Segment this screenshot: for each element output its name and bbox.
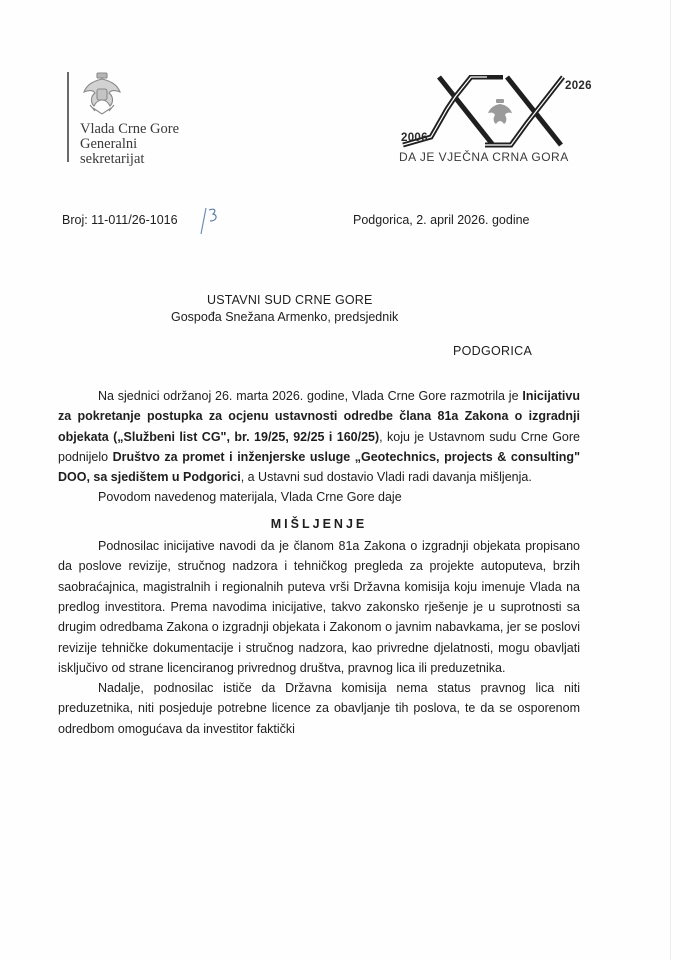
sender-letterhead xyxy=(67,70,257,170)
addressee-person: Gospođa Snežana Armenko, predsjednik xyxy=(171,310,399,324)
addressee-institution: USTAVNI SUD CRNE GORE xyxy=(207,293,373,307)
opinion-paragraph-2: Nadalje, podnosilac ističe da Državna komisija nema status pravnog lica niti preduzetnika, niti posjeduje potrebne licence za obavljanje tih poslova, te da se osporenom odredbom omogućava da investitor faktički xyxy=(58,681,580,736)
addressee-city: PODGORICA xyxy=(453,344,533,358)
reference-number: Broj: 11-011/26-1016 xyxy=(62,213,178,227)
intro-paragraph xyxy=(58,386,580,487)
intro-text-1: Na sjednici održanoj 26. marta 2026. godine, Vlada Crne Gore razmotrila je xyxy=(98,389,523,403)
sender-line-2: Generalni xyxy=(80,136,138,152)
jubilee-motto: DA JE VJEČNA CRNA GORA xyxy=(399,150,569,164)
intro-text-3: , a Ustavni sud dostavio Vladi radi davanja mišljenja. xyxy=(240,470,532,485)
opinion-paragraph-1: Podnosilac inicijative navodi da je članom 81a Zakona o izgradnji objekata propisano da poslove revizije, stručnog nadzora i tehničkog pregleda za projekte autoputeva, brzih saobraćajnica, magistralnih i regionalnih puteva vrši Državna komisija koju imenuje Vlada na predlog investitora. Prema navodima inicijative, takvo zakonsko rješenje je u suprotnosti sa drugim odredbama Zakona o izgradnji objekata i Zakonom o javnim nabavkama, jer se poslovi revizije tehničke dokumentacije i stručnog nadzora, kao privredne djelatnosti, mogu obavljati isključivo od strane licenciranog privrednog društva, pravnog lica ili preduzetnika. xyxy=(58,539,580,675)
intro-text-2: , koju je Ustavnom sudu Crne Gore podnijelo xyxy=(58,429,580,464)
letterhead-divider xyxy=(67,72,69,162)
place-and-date: Podgorica, 2. april 2026. godine xyxy=(353,213,530,227)
intro-submitter: Društvo za promet i inženjerske usluge „Geotechnics, projects & consulting" DOO, sa sjedištem u Podgorici xyxy=(58,449,580,485)
intro-paragraph-2: Povodom navedenog materijala, Vlada Crne Gore daje xyxy=(98,490,402,505)
scan-edge xyxy=(670,0,671,960)
jubilee-logo xyxy=(395,75,610,167)
opinion-heading: MIŠLJENJE xyxy=(270,516,368,531)
jubilee-year-end: 2026 xyxy=(565,80,592,92)
coat-of-arms-icon xyxy=(81,72,123,116)
sender-line-3: sekretarijat xyxy=(80,151,145,167)
handwritten-suffix-icon xyxy=(192,204,222,238)
letter-body xyxy=(58,386,580,739)
sender-line-1: Vlada Crne Gore xyxy=(80,121,180,137)
intro-initiative-title: Inicijativu za pokretanje postupka za ocjenu ustavnosti odredbe člana 81a Zakona o izgradnji objekata („Službeni list CG", br. 19/25, 92/25 i 160/25) xyxy=(58,389,580,444)
jubilee-year-start: 2006 xyxy=(401,132,428,144)
sender-name xyxy=(80,122,179,167)
